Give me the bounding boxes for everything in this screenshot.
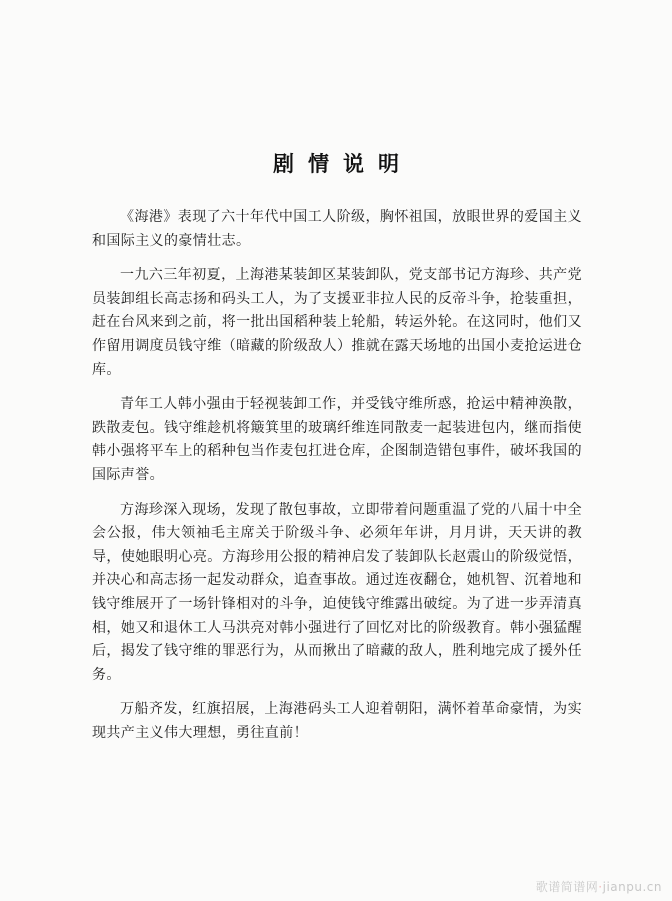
- paragraph-investigation: 方海珍深入现场，发现了散包事故，立即带着问题重温了党的八届十中全会公报，伟大领袖毛主席关于阶级斗争、必须年年讲，月月讲，天天讲的教导，使她眼明心亮。方海珍用公报的精神启发了装卸队长赵震山的阶级觉悟，并决心和高志扬一起发动群众，追查事故。通过连夜翻仓，她机智、沉着地和钱守维展开了一场针锋相对的斗争，迫使钱守维露出破绽。为了进一步弄清真相，她又和退休工人马洪亮对韩小强进行了回忆对比的阶级教育。韩小强猛醒后，揭发了钱守维的罪恶行为，从而揪出了暗藏的敌人，胜利地完成了援外任务。: [92, 501, 582, 683]
- site-watermark: [536, 878, 662, 895]
- synopsis-body: [92, 206, 582, 756]
- paragraph-conclusion: 万船齐发，红旗招展，上海港码头工人迎着朝阳，满怀着革命豪情，为实现共产主义伟大理想，勇往直前！: [92, 701, 582, 741]
- watermark-name: 歌谱简谱网: [535, 880, 599, 894]
- page-title: 剧情说明: [273, 152, 413, 176]
- paragraph-setting: 一九六三年初夏，上海港某装卸区某装卸队，党支部书记方海珍、共产党员装卸组长高志扬和码头工人，为了支援亚非拉人民的反帝斗争，抢装重担，赶在台风来到之前，将一批出国稻种装上轮船，转运外轮。在这同时，他们又作留用调度员钱守维（暗藏的阶级敌人）推就在露天场地的出国小麦抢运进仓库。: [92, 267, 582, 378]
- watermark-separator: ·: [598, 880, 603, 894]
- paragraph-intro: 《海港》表现了六十年代中国工人阶级，胸怀祖国，放眼世界的爱国主义和国际主义的豪情壮志。: [92, 209, 582, 249]
- watermark-site: jianpu.cn: [602, 880, 662, 894]
- paragraph-sabotage: 青年工人韩小强由于轻视装卸工作，并受钱守维所惑，抢运中精神涣散，跌散麦包。钱守维趁机将簸箕里的玻璃纤维连同散麦一起装进包内，继而指使韩小强将平车上的稻种包当作麦包扛进仓库，企图制造错包事件，破坏我国的国际声誉。: [92, 396, 582, 483]
